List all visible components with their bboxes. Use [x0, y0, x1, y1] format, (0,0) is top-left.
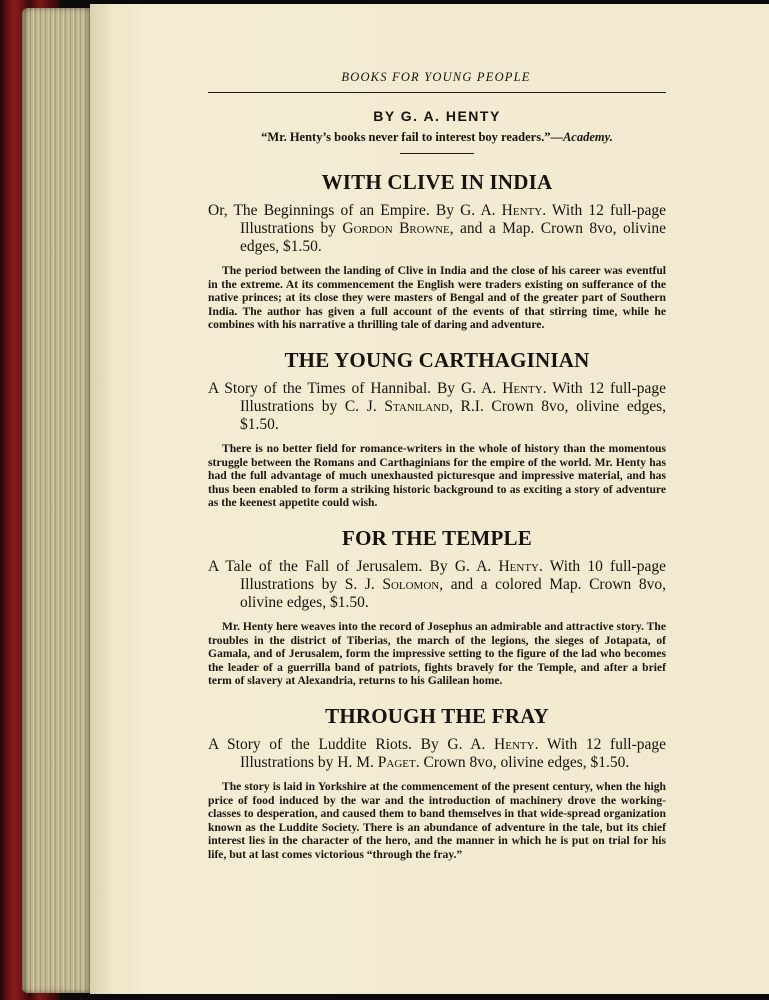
book-title: FOR THE TEMPLE	[342, 525, 532, 550]
biblio-text: , R.I. Crown 8vo, olivine edges, $1.50.	[240, 397, 666, 433]
book-title: THE YOUNG CARTHAGINIAN	[284, 347, 590, 372]
section-rule	[400, 153, 474, 154]
author-heading: BY G. A. HENTY	[373, 108, 501, 124]
book-description: There is no better field for romance-writers in the whole of history than the momentous struggle between the Romans and Carthaginians for the empire of the world. Mr. Henty has had the full advantage of much unexhausted picturesque and impressive material, and has thus been enabled to form a striking historic background to as exciting a story of adventure as the keenest appetite could wish.	[208, 441, 666, 510]
page-content	[208, 108, 666, 861]
biblio-text: . With 10 full-page Illustrations by S. J.	[240, 557, 666, 593]
biblio-text: , and a colored Map. Crown 8vo, olivine edges, $1.50.	[240, 575, 667, 611]
book-entry	[208, 704, 666, 862]
book-page	[90, 4, 769, 994]
header-rule	[208, 92, 666, 93]
book-bibliographic-line	[208, 736, 666, 772]
epigraph-quote	[208, 130, 666, 145]
book-title: THROUGH THE FRAY	[325, 703, 549, 728]
quote-text: “Mr. Henty’s books never fail to interest boy readers.”—	[261, 130, 563, 144]
book-description: The period between the landing of Clive in India and the close of his career was eventful in the extreme. At its commencement the English were traders existing on sufferance of the native princes; at its close they were masters of Bengal and of the greater part of Southern India. The author has given a full account of the events of that stirring time, while he combines with his narrative a thrilling tale of daring and adventure.	[208, 264, 666, 332]
book-entry	[208, 348, 666, 510]
author-name: Henty	[502, 379, 543, 397]
illustrator-name: Solomon	[382, 575, 440, 593]
illustrator-name: Staniland	[384, 397, 449, 415]
biblio-text: A Story of the Times of Hannibal. By G. A.	[208, 379, 503, 397]
book-title: WITH CLIVE IN INDIA	[321, 170, 553, 194]
biblio-text: . Crown 8vo, olivine edges, $1.50.	[415, 753, 630, 771]
book-entry	[208, 526, 666, 688]
page-edges	[22, 8, 94, 993]
running-head: BOOKS FOR YOUNG PEOPLE	[341, 70, 531, 84]
book-bibliographic-line	[208, 558, 666, 612]
biblio-text: A Story of the Luddite Riots. By G. A.	[208, 735, 495, 753]
book-entry	[208, 170, 666, 332]
quote-source: Academy.	[562, 130, 613, 144]
biblio-text: A Tale of the Fall of Jerusalem. By G. A.	[208, 557, 499, 575]
illustrator-name: Gordon Browne	[342, 220, 450, 237]
biblio-text: . With 12 full-page Illustrations by C. J.	[240, 379, 666, 415]
book-description: The story is laid in Yorkshire at the commencement of the present century, when the high price of food induced by the war and the introduction of machinery drove the working-classes to desperation, and caused them to band themselves in that wide-spread organization known as the Luddite Society. There is an abundance of adventure in the tale, but its chief interest lies in the character of the hero, and the manner in which he is put on trial for his life, but at last comes victorious “through the fray.”	[208, 779, 666, 861]
book-bibliographic-line	[208, 380, 666, 434]
biblio-text: , and a Map. Crown 8vo, olivine edges, $1.50.	[240, 220, 666, 255]
biblio-text: . With 12 full-page Illustrations by H. M.	[240, 735, 666, 771]
book-description: Mr. Henty here weaves into the record of Josephus an admirable and attractive story. The troubles in the district of Tiberias, the march of the legions, the sieges of Jotapata, of Gamala, and of Jerusalem, form the impressive setting to the figure of the lad who becomes the leader of a guerrilla band of patriots, fights bravely for the Temple, and after a brief term of slavery at Alexandria, returns to his Galilean home.	[208, 619, 666, 688]
illustrator-name: Paget	[377, 753, 416, 771]
biblio-text: Or, The Beginnings of an Empire. By G. A.	[208, 202, 502, 219]
author-name: Henty	[498, 557, 540, 575]
author-name: Henty	[501, 202, 543, 219]
author-name: Henty	[494, 735, 535, 753]
biblio-text: . With 12 full-page Illustrations by	[240, 202, 666, 237]
book-bibliographic-line	[208, 202, 666, 256]
